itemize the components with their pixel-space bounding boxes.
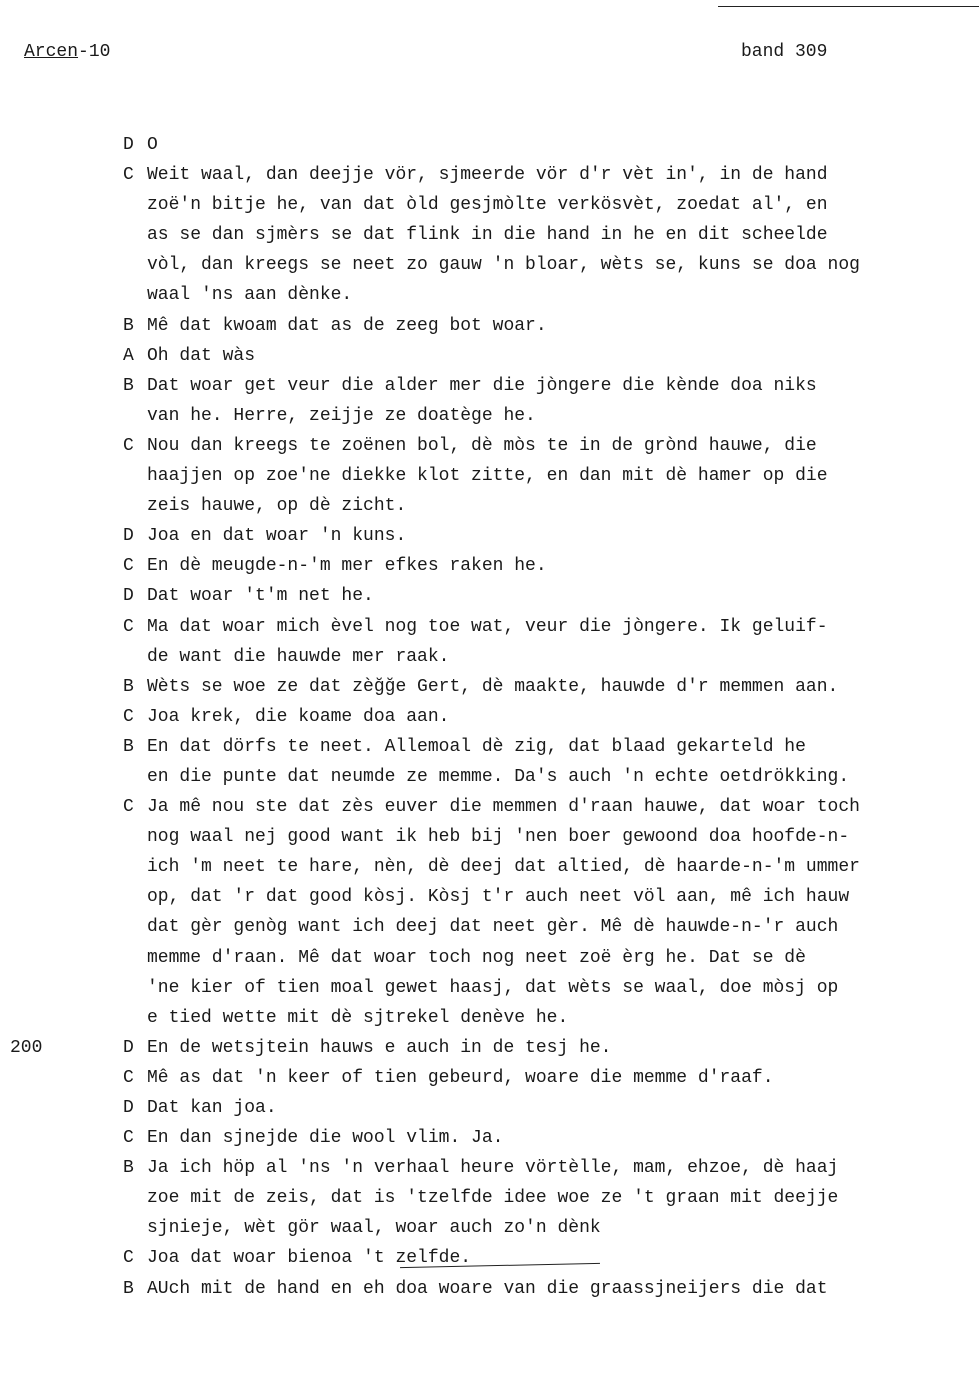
utterance — [0, 130, 979, 160]
speaker-label: C — [123, 556, 134, 577]
utterance — [0, 371, 979, 431]
utterance-text — [147, 732, 957, 792]
text-line: Dat kan joa. — [147, 1098, 277, 1118]
utterance-text — [147, 130, 957, 160]
line-number — [0, 311, 50, 341]
utterance — [0, 581, 979, 611]
text-line: En de wetsjtein hauws e auch in de tesj he. — [147, 1037, 612, 1058]
utterance-text — [147, 371, 957, 431]
text-line: nog waal nej good want ik heb bij 'nen boer gewoond doa hoofde-n- — [147, 827, 850, 848]
utterance — [0, 431, 979, 521]
header-transcript-id — [24, 42, 110, 62]
utterance-text — [147, 612, 957, 672]
utterance — [0, 732, 979, 792]
speaker-label: C — [123, 797, 134, 818]
speaker-label: D — [123, 1098, 134, 1118]
line-number — [0, 672, 50, 702]
text-line: O — [147, 135, 158, 155]
text-line: AUch mit de hand en eh doa woare van die graassjneijers die dat — [147, 1278, 828, 1299]
text-line: Joa en dat woar 'n kuns. — [147, 526, 407, 547]
line-number — [0, 1063, 50, 1093]
text-line: Ma dat woar mich èvel nog toe wat, veur die jòngere. Ik geluif- — [147, 616, 828, 637]
text-line: Joa krek, die koame doa aan. — [147, 706, 450, 727]
speaker-label: D — [123, 586, 134, 607]
text-line: ich 'm neet te hare, nèn, dè deej dat altied, dè haarde-n-'m ummer — [147, 857, 860, 878]
utterance — [0, 160, 979, 310]
utterance — [0, 341, 979, 371]
speaker-label: C — [123, 1067, 134, 1088]
line-number — [0, 581, 50, 611]
speaker-label: B — [123, 375, 134, 396]
utterance — [0, 551, 979, 581]
speaker-label: B — [123, 1158, 134, 1179]
text-line: En dan sjnejde die wool vlim. Ja. — [147, 1128, 504, 1149]
line-number — [0, 1123, 50, 1153]
line-number — [0, 130, 50, 160]
text-line: Nou dan kreegs te zoënen bol, dè mòs te in de grònd hauwe, die — [147, 435, 817, 456]
text-line: zeis hauwe, op dè zicht. — [147, 496, 407, 517]
speaker-label: B — [123, 736, 134, 757]
speaker-label: C — [123, 616, 134, 637]
utterance — [0, 311, 979, 341]
speaker-label: A — [123, 345, 134, 366]
utterance-text — [147, 311, 957, 341]
speaker-label: C — [123, 706, 134, 727]
text-line: sjnieje, wèt gör waal, woar auch zo'n dènk — [147, 1218, 601, 1239]
utterance — [0, 702, 979, 732]
utterance-text — [147, 792, 957, 1033]
text-line: Mê as dat 'n keer of tien gebeurd, woare die memme d'raaf. — [147, 1067, 774, 1088]
utterance — [0, 1243, 979, 1273]
line-number — [0, 1153, 50, 1243]
text-line: memme d'raan. Mê dat woar toch nog neet zoë èrg he. Dat se dè — [147, 947, 806, 968]
speaker-label: D — [123, 1037, 134, 1058]
utterance-text — [147, 160, 957, 310]
text-line: En dat dörfs te neet. Allemoal dè zig, dat blaad gekarteld he — [147, 736, 806, 757]
top-rule — [718, 6, 979, 7]
text-line: Oh dat wàs — [147, 345, 256, 366]
text-line: 'ne kier of tien moal gewet haasj, dat wèts se waal, doe mòsj op — [147, 977, 839, 998]
speaker-label: B — [123, 315, 134, 336]
speaker-label: C — [123, 165, 134, 186]
line-number — [0, 160, 50, 310]
text-line: Dat woar 't'm net he. — [147, 586, 374, 607]
text-line: zoë'n bitje he, van dat òld gesjmòlte verkösvèt, zoedat al', en — [147, 195, 828, 216]
text-line: op, dat 'r dat good kòsj. Kòsj t'r auch neet völ aan, mê ich hauw — [147, 887, 850, 908]
speaker-label: C — [123, 1128, 134, 1149]
utterance — [0, 1274, 979, 1304]
text-line: de want die hauwde mer raak. — [147, 646, 450, 667]
line-number — [0, 551, 50, 581]
line-number — [0, 1243, 50, 1273]
line-number — [0, 792, 50, 1033]
text-line: Weit waal, dan deejje vör, sjmeerde vör d'r vèt in', in de hand — [147, 165, 828, 186]
line-number — [0, 431, 50, 521]
text-line: dat gèr genòg want ich deej dat neet gèr. Mê dè hauwde-n-'r auch — [147, 917, 839, 938]
speaker-label: C — [123, 1248, 134, 1269]
header-place-suffix: -10 — [78, 42, 111, 62]
line-number — [0, 371, 50, 431]
text-line: Mê dat kwoam dat as de zeeg bot woar. — [147, 315, 547, 336]
text-line: waal 'ns aan dènke. — [147, 285, 353, 306]
utterance — [0, 521, 979, 551]
text-line: Ja mê nou ste dat zès euver die memmen d'raan hauwe, dat woar toch — [147, 797, 860, 818]
utterance — [0, 612, 979, 672]
speaker-label: C — [123, 435, 134, 456]
utterance — [0, 792, 979, 1033]
utterance-text — [147, 1033, 957, 1063]
utterance-text — [147, 431, 957, 521]
line-number — [0, 612, 50, 672]
line-number-label: 200 — [10, 1037, 43, 1058]
header-place-name: Arcen — [24, 42, 79, 62]
transcript-body — [0, 130, 979, 1304]
line-number — [0, 732, 50, 792]
text-line: Joa dat woar bienoa 't zelfde. — [147, 1248, 472, 1269]
text-line: zoe mit de zeis, dat is 'tzelfde idee woe ze 't graan mit deejje — [147, 1188, 839, 1209]
utterance — [0, 1153, 979, 1243]
utterance — [0, 1123, 979, 1153]
text-line: en die punte dat neumde ze memme. Da's auch 'n echte oetdrökking. — [147, 766, 850, 787]
line-number — [0, 1274, 50, 1304]
utterance-text — [147, 341, 957, 371]
speaker-label: B — [123, 676, 134, 697]
text-line: haajjen op zoe'ne diekke klot zitte, en dan mit dè hamer op die — [147, 466, 828, 487]
speaker-label: D — [123, 135, 134, 155]
line-number — [0, 521, 50, 551]
speaker-label: B — [123, 1278, 134, 1299]
utterance — [0, 1063, 979, 1093]
utterance-text — [147, 551, 957, 581]
text-line: van he. Herre, zeijje ze doatège he. — [147, 405, 536, 426]
utterance-text — [147, 1123, 957, 1153]
line-number — [0, 1093, 50, 1123]
speaker-label: D — [123, 526, 134, 547]
text-line: Dat woar get veur die alder mer die jòngere die kènde doa niks — [147, 375, 817, 396]
utterance-text — [147, 581, 957, 611]
line-number — [0, 1033, 50, 1063]
utterance — [0, 672, 979, 702]
text-line: vòl, dan kreegs se neet zo gauw 'n bloar, wèts se, kuns se doa nog — [147, 255, 860, 276]
utterance-text — [147, 1063, 957, 1093]
text-line: Ja ich höp al 'ns 'n verhaal heure vörtèlle, mam, ehzoe, dè haaj — [147, 1158, 839, 1179]
line-number — [0, 341, 50, 371]
line-number — [0, 702, 50, 732]
utterance-text — [147, 1153, 957, 1243]
utterance — [0, 1033, 979, 1063]
utterance-text — [147, 672, 957, 702]
utterance-text — [147, 521, 957, 551]
utterance-text — [147, 1243, 957, 1273]
utterance — [0, 1093, 979, 1123]
utterance-text — [147, 702, 957, 732]
utterance-text — [147, 1274, 957, 1304]
text-line: Wèts se woe ze dat zèğğe Gert, dè maakte, hauwde d'r memmen aan. — [147, 676, 839, 697]
utterance-text — [147, 1093, 957, 1123]
text-line: as se dan sjmèrs se dat flink in die hand in he en dit scheelde — [147, 225, 828, 246]
header-tape-number: band 309 — [741, 42, 828, 62]
text-line: En dè meugde-n-'m mer efkes raken he. — [147, 556, 547, 577]
text-line: e tied wette mit dè sjtrekel denève he. — [147, 1007, 569, 1028]
